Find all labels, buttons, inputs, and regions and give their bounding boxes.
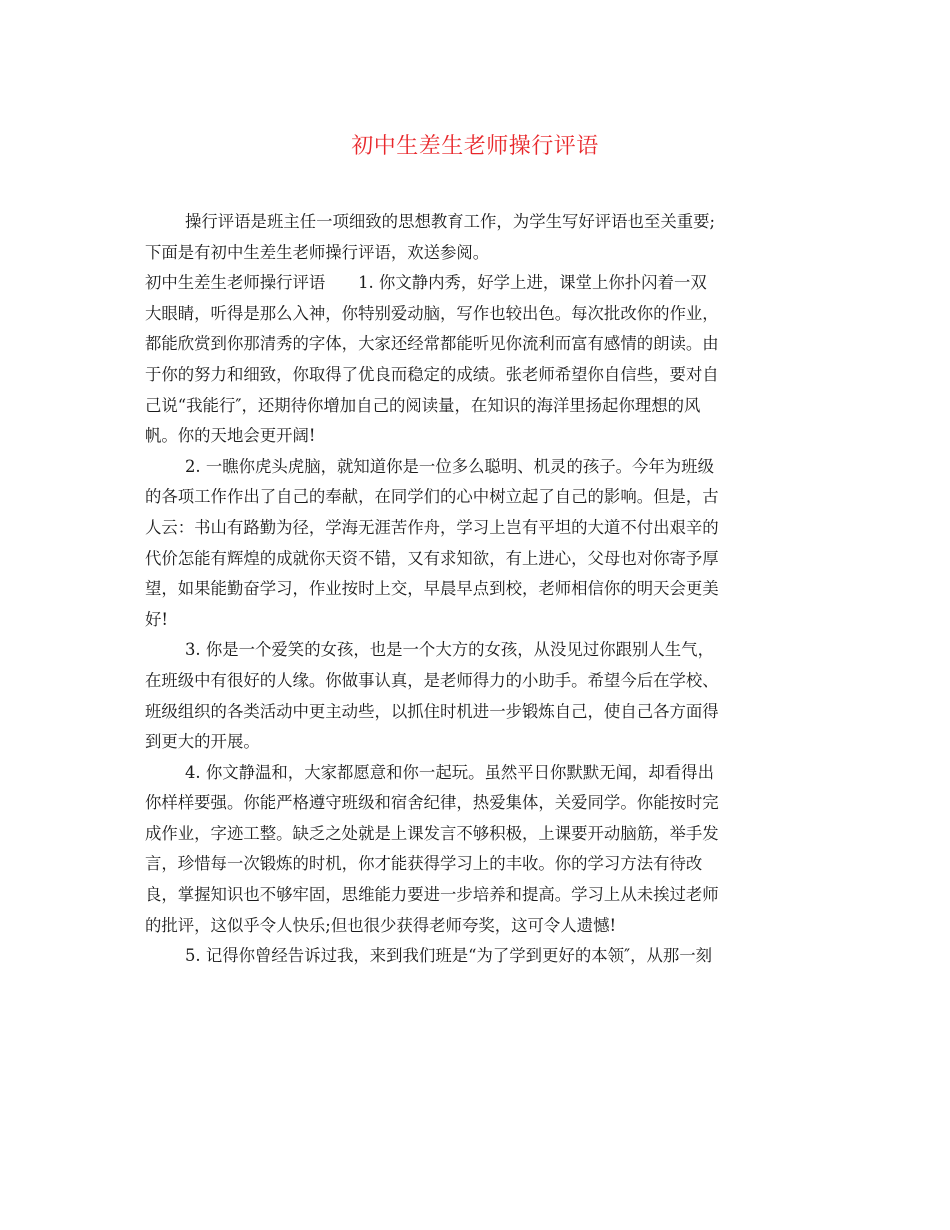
document-title: 初中生差生老师操行评语 <box>351 134 599 159</box>
text-line: 的各项工作作出了自己的奉献，在同学们的心中树立起了自己的影响。但是，古 <box>145 487 719 507</box>
text-line: 好! <box>145 609 168 629</box>
text-line: 于你的努力和细致，你取得了优良而稳定的成绩。张老师希望你自信些，要对自 <box>145 364 719 384</box>
text-line: 帆。你的天地会更开阔! <box>145 426 316 446</box>
text-line: 到更大的开展。 <box>145 732 260 752</box>
text-line: 大眼睛，听得是那么入神，你特别爱动脑，写作也较出色。每次批改你的作业， <box>145 303 719 323</box>
text-line: 代价怎能有辉煌的成就你天资不错，又有求知欲，有上进心，父母也对你寄予厚 <box>145 548 719 568</box>
text-line: 操行评语是班主任一项细致的思想教育工作，为学生写好评语也至关重要; <box>185 212 716 231</box>
text-line: 4. 你文静温和，大家都愿意和你一起玩。虽然平日你默默无闻，却看得出 <box>185 762 714 782</box>
text-line: 班级组织的各类活动中更主动些，以抓住时机进一步锻炼自己，使自己各方面得 <box>145 701 719 721</box>
text-line: 良，掌握知识也不够牢固，思维能力要进一步培养和提高。学习上从未挨过老师 <box>145 885 719 905</box>
text-line: 成作业，字迹工整。缺乏之处就是上课发言不够积极，上课要开动脑筋，举手发 <box>145 823 719 843</box>
text-line: 5. 记得你曾经告诉过我，来到我们班是“为了学到更好的本领″，从那一刻 <box>185 946 713 966</box>
text-line: 言，珍惜每一次锻炼的时机，你才能获得学习上的丰收。你的学习方法有待改 <box>145 854 703 874</box>
text-line: 2. 一瞧你虎头虎脑，就知道你是一位多么聪明、机灵的孩子。今年为班级 <box>185 456 714 476</box>
text-line: 望，如果能勤奋学习，作业按时上交，早晨早点到校，老师相信你的明天会更美 <box>145 579 719 599</box>
text-line: 初中生差生老师操行评语 1. 你文静内秀，好学上进，课堂上你扑闪着一双 <box>145 273 707 293</box>
document-body <box>145 207 805 972</box>
text-line: 3. 你是一个爱笑的女孩，也是一个大方的女孩，从没见过你跟别人生气， <box>185 640 714 660</box>
text-line: 在班级中有很好的人缘。你做事认真，是老师得力的小助手。希望今后在学校、 <box>145 670 719 690</box>
text-line: 下面是有初中生差生老师操行评语，欢送参阅。 <box>145 242 490 262</box>
text-line: 己说“我能行″，还期待你增加自己的阅读量，在知识的海洋里扬起你理想的风 <box>145 395 701 415</box>
text-line: 的批评，这似乎令人快乐;但也很少获得老师夸奖，这可令人遗憾! <box>145 915 617 935</box>
text-line: 都能欣赏到你那清秀的字体，大家还经常都能听见你流利而富有感情的朗读。由 <box>145 334 719 354</box>
text-line: 你样样要强。你能严格遵守班级和宿舍纪律，热爱集体，关爱同学。你能按时完 <box>145 793 719 813</box>
text-line: 人云：书山有路勤为径，学海无涯苦作舟，学习上岂有平坦的大道不付出艰辛的 <box>145 517 719 537</box>
